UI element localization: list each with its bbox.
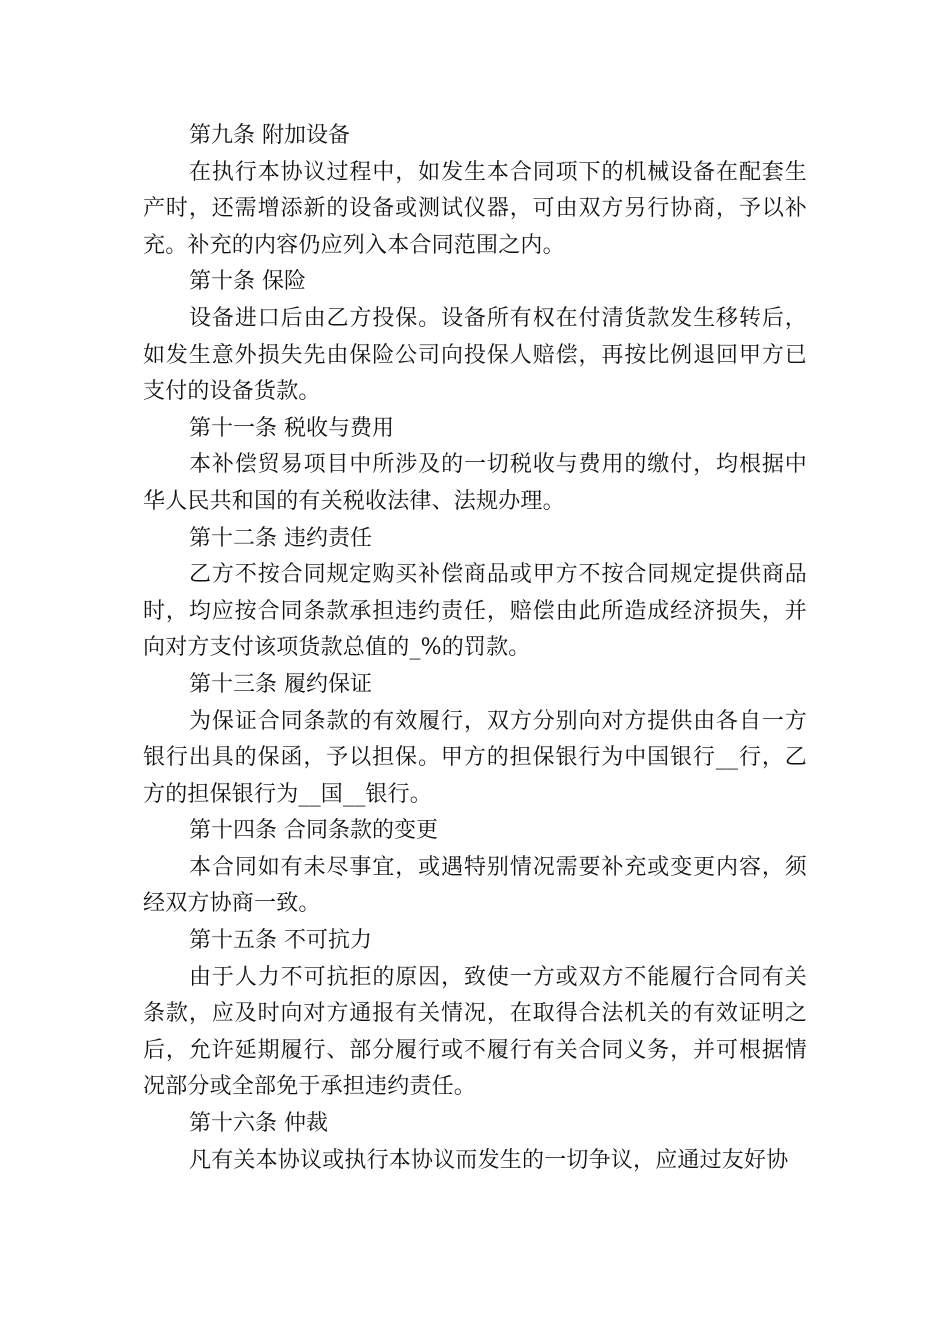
article-paragraph: 凡有关本协议或执行本协议而发生的一切争议，应通过友好协 (189, 1147, 789, 1173)
article-heading: 第十六条 仲裁 (189, 1111, 328, 1137)
article-heading: 第十三条 履约保证 (189, 671, 372, 697)
article-paragraph: 为保证合同条款的有效履行，双方分别向对方提供由各自一方银行出具的保函，予以担保。甲方的担保银行为中国银行__行，乙方的担保银行为__国__银行。 (143, 708, 807, 807)
article-paragraph: 本合同如有未尽事宜，或遇特别情况需要补充或变更内容，须经双方协商一致。 (143, 854, 807, 917)
document-body (143, 118, 807, 1179)
article-13 (143, 667, 807, 813)
article-16 (143, 1106, 807, 1179)
article-heading: 第十五条 不可抗力 (189, 928, 372, 954)
article-paragraph: 乙方不按合同规定购买补偿商品或甲方不按合同规定提供商品时，均应按合同条款承担违约责任，赔偿由此所造成经济损失，并向对方支付该项货款总值的_%的罚款。 (143, 562, 807, 661)
article-11 (143, 411, 807, 521)
article-10 (143, 264, 807, 410)
article-paragraph: 设备进口后由乙方投保。设备所有权在付清货款发生移转后，如发生意外损失先由保险公司向投保人赔偿，再按比例退回甲方已支付的设备货款。 (143, 305, 807, 405)
article-heading: 第十四条 合同条款的变更 (189, 818, 438, 844)
article-12 (143, 521, 807, 667)
article-9 (143, 118, 807, 264)
article-heading: 第十条 保险 (189, 269, 306, 295)
article-14 (143, 813, 807, 923)
article-paragraph: 在执行本协议过程中，如发生本合同项下的机械设备在配套生产时，还需增添新的设备或测试仪器，可由双方另行协商，予以补充。补充的内容仍应列入本合同范围之内。 (143, 159, 807, 258)
article-paragraph: 由于人力不可抗拒的原因，致使一方或双方不能履行合同有关条款，应及时向对方通报有关情况，在取得合法机关的有效证明之后，允许延期履行、部分履行或不履行有关合同义务，并可根据情况部分或全部免于承担违约责任。 (143, 964, 807, 1100)
article-heading: 第十二条 违约责任 (189, 525, 372, 551)
article-15 (143, 923, 807, 1106)
article-paragraph: 本补偿贸易项目中所涉及的一切税收与费用的缴付，均根据中华人民共和国的有关税收法律、法规办理。 (143, 452, 807, 514)
article-heading: 第十一条 税收与费用 (189, 415, 394, 441)
article-heading: 第九条 附加设备 (189, 123, 350, 148)
